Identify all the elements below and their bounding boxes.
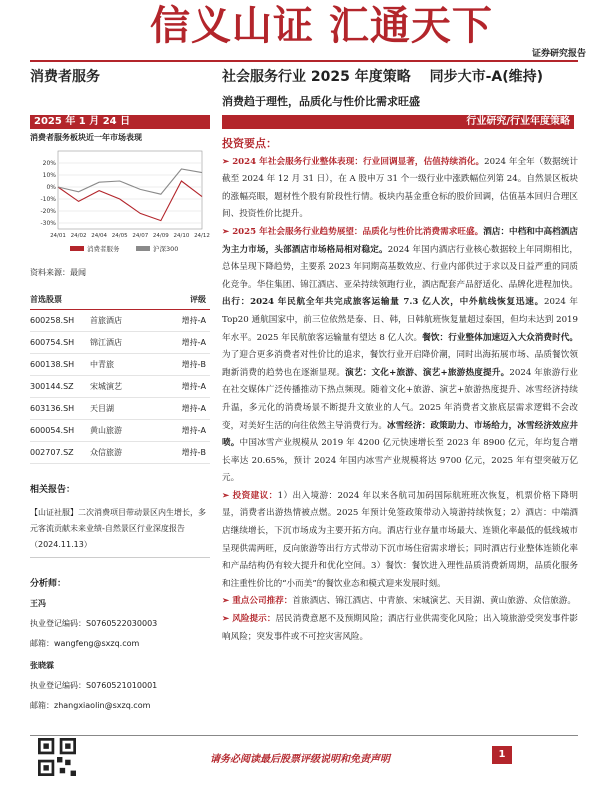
paragraph-risk — [222, 611, 578, 646]
x-tick-label: 24/01 — [50, 233, 66, 239]
arrow-icon: ➢ — [222, 490, 230, 501]
y-tick-label: -30% — [40, 220, 56, 227]
lead-catering: 餐饮：行业整体加速迈入大众消费时代。 — [422, 332, 578, 343]
stock-name: 锦江酒店 — [90, 338, 122, 347]
stock-row — [30, 354, 210, 376]
series-line — [58, 169, 202, 194]
legend-label: 消费者服务 — [87, 245, 120, 253]
footer-rule — [30, 735, 578, 736]
stock-rating: 增持-B — [181, 360, 206, 369]
paragraph-recommend — [222, 593, 578, 611]
disclaimer-note[interactable]: 请务必阅读最后股票评级说明和免责声明 — [210, 754, 390, 765]
arrow-icon: ➢ — [222, 614, 230, 625]
paragraph-performance — [222, 154, 578, 224]
related-reports-label: 相关报告： — [30, 485, 76, 495]
arrow-icon: ➢ — [222, 226, 230, 237]
paragraph-body: 1）出入境游：2024 年以来各航司加码国际航班班次恢复，机票价格下降明显，消费者出游热情被点燃。2025 年预计免签政策带动入境游持续恢复；2）酒店：中端酒店继续增长，下沉市场成为主要开拓方向。酒店行业存量市场最大、连锁化率最低的低线城市呈现供需两旺，反向旅游等出行方式带动下沉市场住宿需求增长；同时酒店行业整体连锁化率和产品结构仍有较大提升和优化空间。3）餐饮：餐饮进入理性品质消费新周期，品质化服务和注重性价比的“小而美”的餐饮业态和模式迎来发展时刻。 — [222, 490, 578, 589]
report-title — [222, 66, 543, 86]
sector-name: 消费者服务 — [30, 69, 100, 85]
brand-slogan: 信义山证 汇通天下 — [150, 2, 493, 49]
report-subtitle: 消费趋于理性，品质化与性价比需求旺盛 — [222, 95, 420, 108]
stock-name: 宋城演艺 — [90, 382, 122, 391]
key-points-heading: 投资要点： — [222, 137, 277, 150]
report-type-tag: 证券研究报告 — [531, 49, 586, 59]
x-tick-label: 24/07 — [132, 233, 149, 239]
page-number: 1 — [492, 746, 512, 764]
stock-name: 黄山旅游 — [90, 426, 122, 435]
body-performance: 2024 年旅游行业在社交媒体广泛传播推动下热点频现。随着文化+旅游、演艺+旅游热度提升、冰雪经济持续升温，多元化的消费场景不断提升文旅业的人气。2025 年消费者文旅底层需求逻辑不会改变，对美好生活的向往依然主导消费行为。 — [222, 367, 578, 431]
legend-swatch — [70, 246, 84, 251]
stock-header-label: 首选股票 — [30, 295, 62, 304]
body-travel: 2024 年 Top20 通航国家中，前三位依然是泰、日、韩，日韩航班恢复量超过泰国，但均未达到 2019 年水平。2025 年民航旅客运输量有望达 8 亿人次。 — [222, 297, 578, 343]
x-tick-label: 24/02 — [70, 233, 87, 239]
paragraph-title: 2025 年社会服务行业趋势展望：品质化与性价比消费需求旺盛。 — [232, 226, 484, 237]
stock-name: 中青旅 — [90, 360, 114, 369]
analyst-email[interactable]: 邮箱：zhangxiaolin@sxzq.com — [30, 701, 151, 710]
stock-code: 600754.SH — [30, 338, 75, 347]
stock-code: 603136.SH — [30, 404, 75, 413]
stock-table — [30, 310, 210, 464]
report-date: 2025 年 1 月 24 日 — [30, 115, 210, 129]
analyst-name: 张晓霖 — [30, 661, 54, 670]
paragraph-title: 投资建议： — [232, 490, 278, 501]
related-report-link[interactable]: 【山证社服】二次消费项目带动景区内生增长，多元客流贡献未来业绩-自然景区行业深度报告（2024.11.13） — [30, 505, 210, 558]
arrow-icon: ➢ — [222, 596, 230, 607]
rating-header-label: 评级 — [190, 295, 206, 304]
y-tick-label: -10% — [40, 196, 56, 203]
chart-frame — [58, 151, 202, 229]
x-tick-label: 24/09 — [152, 233, 169, 239]
paragraph-body: 居民消费意愿不及预期风险；酒店行业供需变化风险；出入境旅游受突发事件影响风险；突发事件或不可控灾害风险。 — [222, 614, 578, 642]
paragraph-title: 重点公司推荐： — [232, 596, 293, 607]
y-tick-label: 10% — [42, 172, 56, 179]
stock-row — [30, 376, 210, 398]
stock-code: 600258.SH — [30, 316, 75, 325]
body-ice-snow: 中国冰雪产业规模从 2019 年 4200 亿元快速增长至 2023 年 8900 亿元，年均复合增长率达 20.65%，预计 2024 年国内冰雪产业规模将达 9700 亿元，2025 年有望突破万亿元。 — [222, 438, 578, 484]
y-tick-label: -20% — [40, 208, 56, 215]
stock-row — [30, 332, 210, 354]
chart-title: 消费者服务板块近一年市场表现 — [30, 133, 142, 142]
x-tick-label: 24/05 — [111, 233, 128, 239]
lead-hotel: 酒店：中档和中高档酒店为主力市场，头部酒店市场格局相对稳定。 — [222, 226, 578, 255]
stock-rating: 增持-A — [181, 426, 206, 435]
report-category: 行业研究/行业年度策略 — [222, 115, 574, 129]
lead-travel: 出行：2024 年民航全年共完成旅客运输量 7.3 亿人次，中外航线恢复迅速。 — [222, 297, 545, 308]
body-hotel: 2024 年国内酒店行业核心数据较上年同期相比，总体呈现下降趋势，主要系 2023 年同期高基数效应、行业内部供过于求以及日益严重的同质化竞争。华住集团、锦江酒店、亚朵持续领跑行业，酒店配套产品舒适化、品牌化进程加快。 — [222, 244, 578, 290]
y-tick-label: 20% — [42, 160, 56, 167]
market-performance-chart — [30, 143, 210, 259]
paragraph-advice — [222, 488, 578, 594]
analyst-cert: 执业登记编码：S0760521010001 — [30, 681, 158, 690]
stock-rating: 增持-A — [181, 404, 206, 413]
main-content — [222, 135, 578, 646]
stock-code: 300144.SZ — [30, 382, 74, 391]
rating-text: 同步大市-A(维持) — [429, 69, 544, 85]
x-tick-label: 24/04 — [91, 233, 108, 239]
stock-rating: 增持-A — [181, 382, 206, 391]
lead-performance: 演艺：文化+旅游、演艺+旅游热度提升。 — [345, 367, 510, 378]
chart-source: 资料来源：最闻 — [30, 268, 86, 277]
y-tick-label: 0% — [46, 184, 56, 191]
paragraph-title: 风险提示： — [232, 614, 276, 625]
analyst-label: 分析师： — [30, 579, 67, 589]
legend-label: 沪深300 — [153, 245, 179, 253]
analyst-cert: 执业登记编码：S0760522030003 — [30, 619, 158, 628]
stock-code: 600138.SH — [30, 360, 75, 369]
sidebar — [30, 130, 210, 713]
analyst-email[interactable]: 邮箱：wangfeng@sxzq.com — [30, 639, 140, 648]
lead-ice-snow: 冰雪经济：政策助力、市场给力，冰雪经济效应井喷。 — [222, 420, 578, 449]
header-rule — [30, 60, 578, 62]
legend-swatch — [136, 246, 150, 251]
x-tick-label: 24/12 — [194, 233, 210, 239]
stock-table-header — [30, 294, 210, 310]
report-title-text: 社会服务行业 2025 年度策略 — [222, 69, 411, 85]
analyst-1 — [30, 597, 210, 651]
analyst-name: 王冯 — [30, 599, 46, 608]
stock-row — [30, 420, 210, 442]
paragraph-body: 首旅酒店、锦江酒店、中青旅、宋城演艺、天目湖、黄山旅游、众信旅游。 — [292, 596, 576, 607]
stock-row — [30, 442, 210, 464]
paragraph-body: 2024 年全年（数据统计截至 2024 年 12 月 31 日），在 A 股申万 31 个一级行业中涨跌幅位列第 24。自然景区板块的涨幅亮眼，题材性个股有阶段性行情。板块内基金重仓标的股价回调，估值基本回归合理区间、投资性价比提升。 — [222, 156, 578, 220]
stock-rating: 增持-A — [181, 338, 206, 347]
body-catering: 为了迎合更多消费者对性价比的追求，餐饮行业开启降价潮，同时出海拓展市场、品质餐饮领跑新消费的趋势也在逐渐显现。 — [222, 350, 578, 378]
arrow-icon: ➢ — [222, 156, 230, 167]
paragraph-outlook — [222, 224, 578, 488]
stock-code: 002707.SZ — [30, 448, 74, 457]
paragraph-title: 2024 年社会服务行业整体表现：行业回调显著，估值持续消化。 — [232, 156, 485, 167]
stock-name: 天目湖 — [90, 404, 114, 413]
analyst-2 — [30, 659, 210, 713]
stock-row — [30, 310, 210, 332]
stock-rating: 增持-B — [181, 448, 206, 457]
stock-name: 众信旅游 — [90, 448, 122, 457]
stock-rating: 增持-A — [181, 316, 206, 325]
stock-name: 首旅酒店 — [90, 316, 122, 325]
x-tick-label: 24/10 — [173, 233, 190, 239]
stock-row — [30, 398, 210, 420]
stock-code: 600054.SH — [30, 426, 75, 435]
report-banner — [0, 0, 600, 60]
